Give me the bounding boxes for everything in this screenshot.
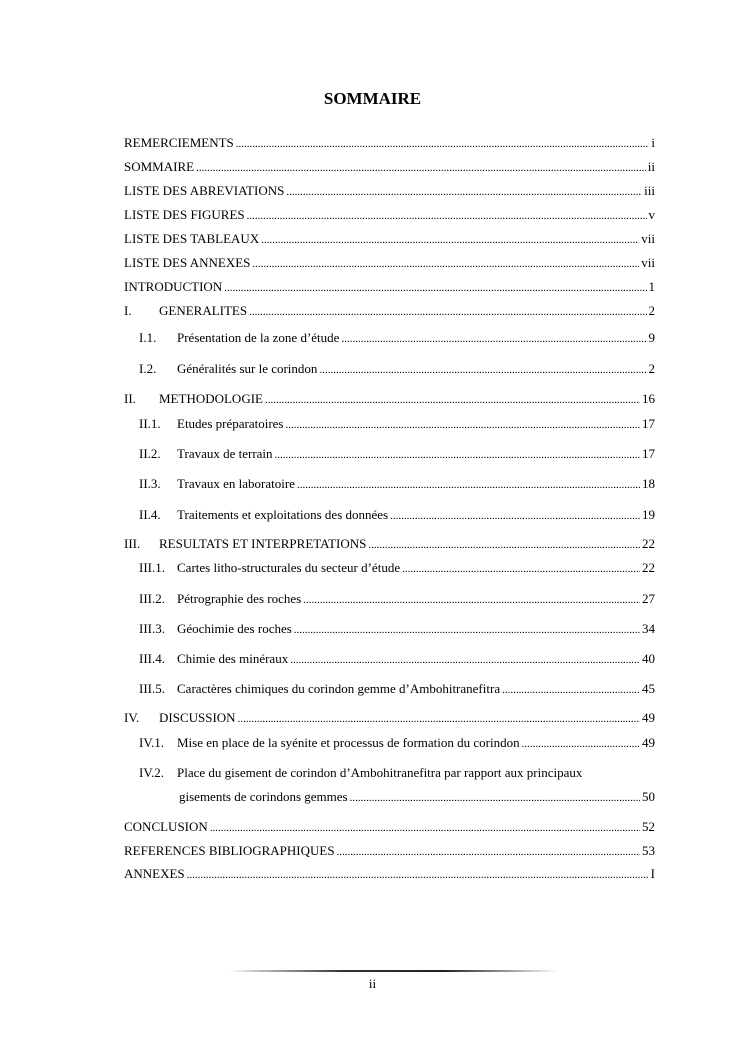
toc-entry-label: Travaux de terrain [177,446,273,461]
toc-entry-number: II. [124,391,136,406]
toc-entry-number: I.2. [139,361,157,376]
toc-entry-page: 49 [642,735,655,750]
toc-entry-number: II.1. [139,416,161,431]
toc-entry-label: Généralités sur le corindon [177,361,318,376]
toc-entry-page: 17 [642,416,655,431]
toc-entry-sommaire[interactable] [124,159,655,174]
dot-leader [265,393,640,408]
toc-entry-figures[interactable] [124,207,655,222]
toc-entry-number: II.2. [139,446,161,461]
dot-leader [210,821,640,836]
toc-entry-label-continued: gisements de corindons gemmes [179,789,348,804]
dot-leader [224,281,646,296]
dot-leader [196,161,646,176]
toc-entry-number: III. [124,536,141,551]
dot-leader [341,332,646,347]
toc-entry-label: CONCLUSION [124,819,208,834]
toc-entry-page: 16 [642,391,655,406]
dot-leader [319,363,646,378]
toc-entry-page: 9 [648,330,655,345]
toc-entry-page: 22 [642,536,655,551]
toc-entry-corindon[interactable] [124,361,655,376]
footer-page-number: ii [368,976,377,991]
toc-entry-petrographie[interactable] [124,591,655,606]
dot-leader [297,478,640,493]
toc-entry-introduction[interactable] [124,279,655,294]
toc-entry-page: 53 [642,843,655,858]
toc-entry-number: III.1. [139,560,165,575]
toc-entry-chimie-mineraux[interactable] [124,651,655,666]
toc-entry-page: 40 [642,651,655,666]
toc-entry-discussion[interactable] [124,710,655,725]
dot-leader [275,448,640,463]
dot-leader [249,305,646,320]
dot-leader [303,593,640,608]
toc-entry-zone-etude[interactable] [124,330,655,345]
toc-entry-page: 2 [648,303,655,318]
toc-entry-page: 17 [642,446,655,461]
toc-entry-label: SOMMAIRE [124,159,195,174]
toc-entry-number: III.4. [139,651,165,666]
toc-entry-page: i [651,135,655,150]
toc-entry-number: I. [124,303,132,318]
toc-entry-travaux-terrain[interactable] [124,446,655,461]
dot-leader [337,845,640,860]
toc-entry-number: II.3. [139,476,161,491]
dot-leader [368,538,640,553]
toc-entry-annexes-list[interactable] [124,255,655,270]
toc-entry-label: DISCUSSION [159,710,236,725]
toc-entry-number: III.2. [139,591,165,606]
toc-entry-place-gisement[interactable] [139,765,655,804]
toc-entry-number: III.3. [139,621,165,636]
footer-divider [228,970,558,972]
toc-entry-etudes-preparatoires[interactable] [124,416,655,431]
toc-entry-label: INTRODUCTION [124,279,223,294]
toc-entry-label: Pétrographie des roches [177,591,302,606]
toc-entry-methodologie[interactable] [124,391,655,406]
dot-leader [252,257,639,272]
toc-entry-page: 27 [642,591,655,606]
toc-entry-number: I.1. [139,330,157,345]
toc-entry-generalites[interactable] [124,303,655,318]
dot-leader [187,868,649,883]
toc-entry-label: GENERALITES [159,303,248,318]
toc-entry-caracteres-chimiques[interactable] [124,681,655,696]
toc-entry-number: IV.1. [139,735,165,750]
toc-entry-remerciements[interactable] [124,135,655,150]
dot-leader [350,791,640,806]
toc-entry-number: II.4. [139,507,161,522]
toc-entry-conclusion[interactable] [124,819,655,834]
toc-entry-references[interactable] [124,843,655,858]
toc-entry-resultats[interactable] [124,536,655,551]
toc-entry-label: Travaux en laboratoire [177,476,295,491]
toc-entry-label: Place du gisement de corindon d’Ambohitranefitra par rapport aux principaux [177,765,583,780]
toc-entry-geochimie[interactable] [124,621,655,636]
toc-entry-page: 2 [648,361,655,376]
page-title: SOMMAIRE [323,89,422,108]
toc-entry-page: 45 [642,681,655,696]
toc-entry-label: LISTE DES TABLEAUX [124,231,260,246]
toc-entry-page: v [648,207,655,222]
dot-leader [290,653,640,668]
toc-entry-annexes[interactable] [124,866,655,881]
dot-leader [402,562,640,577]
toc-entry-page: vii [641,231,655,246]
toc-entry-label: Caractères chimiques du corindon gemme d’Ambohitranefitra [177,681,501,696]
toc-entry-label: Géochimie des roches [177,621,292,636]
toc-entry-number: IV.2. [139,765,165,780]
dot-leader [502,683,640,698]
toc-entry-page: 34 [642,621,655,636]
toc-entry-page: 1 [648,279,655,294]
toc-entry-label: LISTE DES ABREVIATIONS [124,183,285,198]
toc-entry-cartes[interactable] [124,560,655,575]
dot-leader [238,712,640,727]
toc-entry-traitements[interactable] [124,507,655,522]
toc-entry-page: 52 [642,819,655,834]
toc-entry-label: ANNEXES [124,866,185,881]
dot-leader [261,233,639,248]
dot-leader [236,137,650,152]
toc-entry-label: Présentation de la zone d’étude [177,330,340,345]
toc-entry-label: REMERCIEMENTS [124,135,234,150]
toc-entry-page: 18 [642,476,655,491]
toc-entry-label: Chimie des minéraux [177,651,289,666]
toc-entry-page: ii [647,159,655,174]
dot-leader [522,737,640,752]
dot-leader [285,418,640,433]
toc-entry-label: LISTE DES ANNEXES [124,255,251,270]
toc-entry-number: III.5. [139,681,165,696]
toc-entry-label: Etudes préparatoires [177,416,284,431]
toc-entry-label: Cartes litho-structurales du secteur d’étude [177,560,401,575]
toc-entry-page: 19 [642,507,655,522]
toc-entry-page: iii [644,183,655,198]
dot-leader [294,623,640,638]
toc-entry-abreviations[interactable] [124,183,655,198]
toc-entry-mise-en-place[interactable] [124,735,655,750]
dot-leader [390,509,640,524]
toc-entry-page: 50 [642,789,655,804]
toc-entry-page: 22 [642,560,655,575]
toc-entry-label: REFERENCES BIBLIOGRAPHIQUES [124,843,335,858]
toc-entry-page: vii [641,255,655,270]
toc-entry-label: METHODOLOGIE [159,391,263,406]
dot-leader [247,209,647,224]
toc-entry-page: I [650,866,655,881]
toc-entry-tableaux[interactable] [124,231,655,246]
toc-entry-number: IV. [124,710,140,725]
toc-entry-label: Mise en place de la syénite et processus de formation du corindon [177,735,520,750]
toc-entry-label: Traitements et exploitations des données [177,507,389,522]
dot-leader [286,185,642,200]
toc-entry-page: 49 [642,710,655,725]
toc-entry-label: RESULTATS ET INTERPRETATIONS [159,536,367,551]
toc-entry-travaux-laboratoire[interactable] [124,476,655,491]
toc-entry-label: LISTE DES FIGURES [124,207,245,222]
